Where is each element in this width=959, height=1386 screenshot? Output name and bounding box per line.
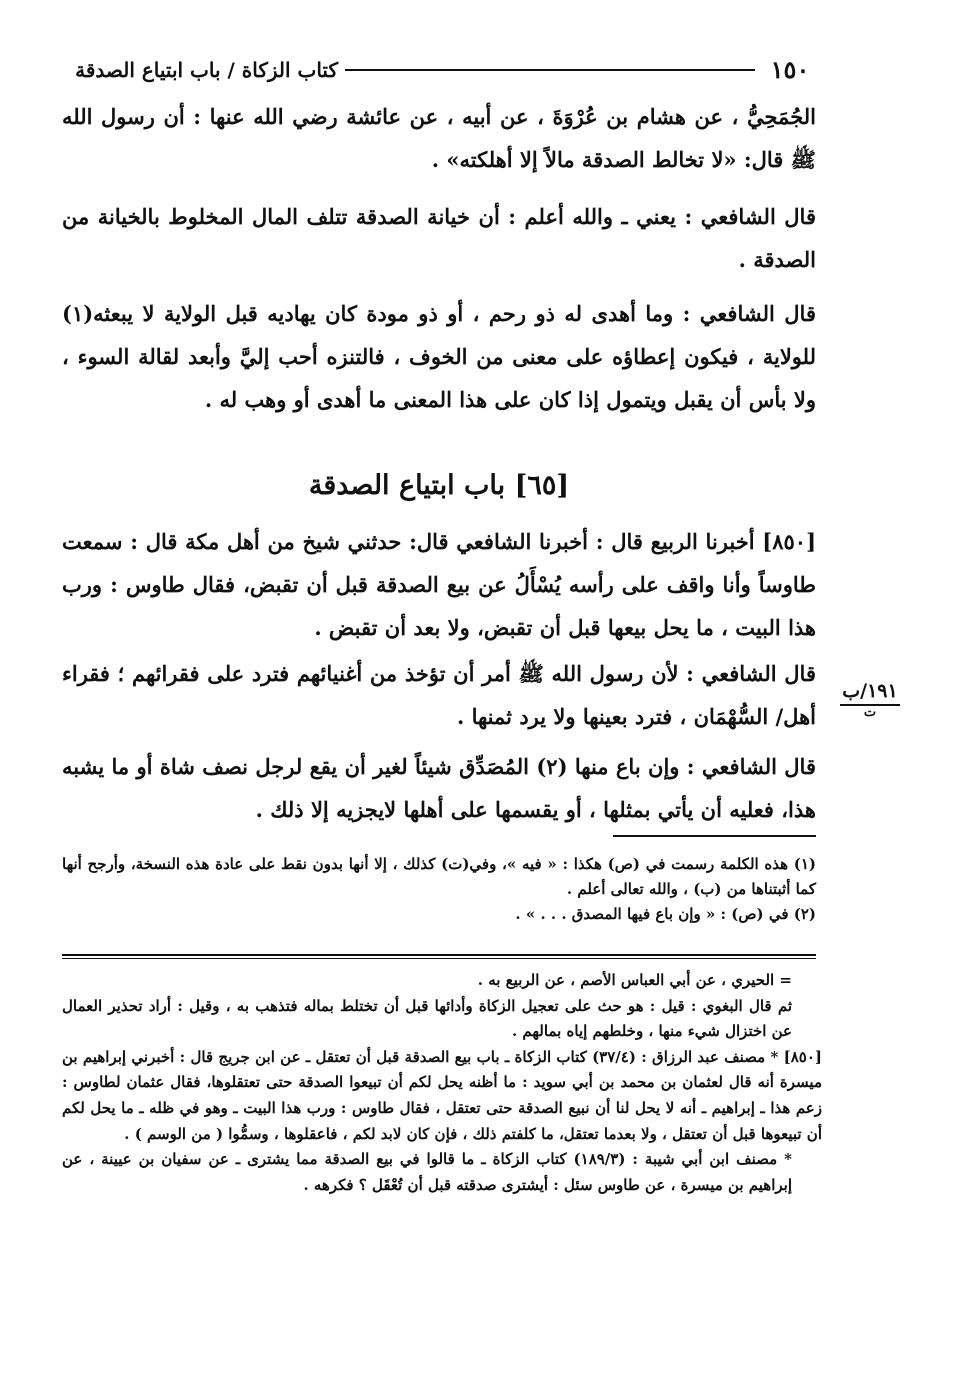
footnote-1: (١) هذه الكلمة رسمت في (ص) هكذا : « فيه »، وفي(ت) كذلك ، إلا أنها بدون نقط على عادة هذه النسخة، وأرجح أنها كما أثبتناها من (ب) ، والله تعالى أعلم . [62,855,816,898]
takhrij-line-2: ثم قال البغوي : قيل : هو حث على تعجيل الزكاة وأدائها قبل أن تختلط بماله فتذهب به ، وقيل : أراد تحذير العمال عن اختزال شيء منها ، وخلطهم إياه بمالهم . [62,996,792,1041]
takhrij-notes [62,968,822,1198]
section-heading: [٦٥] باب ابتياع الصدقة [308,470,570,501]
folio-number: ١٩١/ب [840,680,900,706]
takhrij-line-1: = الحيري ، عن أبي العباس الأصم ، عن الربيع به . [477,971,792,989]
header-rule [345,69,755,71]
takhrij-line-4: * مصنف ابن أبي شيبة : (١٨٩/٣) كتاب الزكاة ـ ما قالوا في بيع الصدقة مما يشترى ـ عن سفيان بن عيينة ، عن إبراهيم بن ميسرة ، عن طاوس سئل : أيشترى صدقته قبل أن تُعْقَل ؟ فكرهه . [62,1150,792,1194]
shafii-paragraph-4: قال الشافعي : وإن باع منها (٢) المُصَدِّق شيئاً لغير أن يقع لرجل نصف شاة أو ما يشبه هذا، فعليه أن يأتي بمثلها ، أو يقسمها على أهلها لايجزيه إلا ذلك . [62,754,816,822]
footnotes [62,852,816,927]
shafii-paragraph-1: قال الشافعي : يعني ـ والله أعلم : أن خيانة الصدقة تتلف المال المخلوط بالخيانة من الصدقة . [62,204,816,272]
shafii-paragraph-3: قال الشافعي : لأن رسول الله ﷺ أمر أن تؤخذ من أغنيائهم فترد على فقرائهم ؛ فقراء أهل/ السُّهْمَان ، فترد بعينها ولا يرد ثمنها . [62,661,816,729]
folio-manuscript-siglum: ت [863,705,877,720]
takhrij-line-3: [٨٥٠] * مصنف عبد الرزاق : (٣٧/٤) كتاب الزكاة ـ باب بيع الصدقة قبل أن تعتقل ـ عن ابن جريج قال : أخبرني إبراهيم بن ميسرة أنه قال لعثمان بن محمد بن أبي سويد : ما أظنه يحل لكم أن تبيعوا الصدقة حتى تعتقلوها، فقال عثمان لطاوس : زعم هذا ـ إبراهيم ـ أنه لا يحل لنا أن نبيع الصدقة حتى تعتقل ، فقال طاوس : ورب هذا البيت ـ وهو في ظله ـ ما يحل لكم أن تبيعوها قبل أن تعتقل ، ولا بعدما تعتقل، ما كلفتم ذلك ، فإن كان لابد لكم ، فاعقلوها ، وسمُّوا ( من الوسم ) . [62,1047,822,1143]
takhrij-separator-thin [62,958,816,959]
hadith-850: [٨٥٠] أخبرنا الربيع قال : أخبرنا الشافعي قال: حدثني شيخ من أهل مكة قال : سمعت طاوساً وأنا واقف على رأسه يُسْأَلُ عن بيع الصدقة قبل أن تقبض، فقال طاوس : ورب هذا البيت ، ما يحل بيعها قبل أن تقبض، ولا بعد أن تقبض . [62,529,816,640]
footnote-separator [613,835,816,837]
shafii-paragraph-2: قال الشافعي : وما أهدى له ذو رحم ، أو ذو مودة كان يهاديه قبل الولاية لا يبعثه(١) للولاية ، فيكون إعطاؤه على معنى من الخوف ، فالتنزه أحب إليَّ وأبعد لقالة السوء ، ولا بأس أن يقبل ويتمول إذا كان على هذا المعنى ما أهدى أو وهب له . [62,301,816,412]
takhrij-separator [62,954,816,956]
page-number: ١٥٠ [770,55,810,84]
footnote-2: (٢) في (ص) : « وإن باع فيها المصدق . . . » . [515,905,816,923]
intro-paragraph: الجُمَحِيُّ ، عن هشام بن عُرْوَةَ ، عن أبيه ، عن عائشة رضي الله عنها : أن رسول الله ﷺ قال: «لا تخالط الصدقة مالاً إلا أهلكته» . [62,104,816,172]
manuscript-folio-note [840,680,900,720]
running-title: كتاب الزكاة / باب ابتياع الصدقة [75,58,338,82]
